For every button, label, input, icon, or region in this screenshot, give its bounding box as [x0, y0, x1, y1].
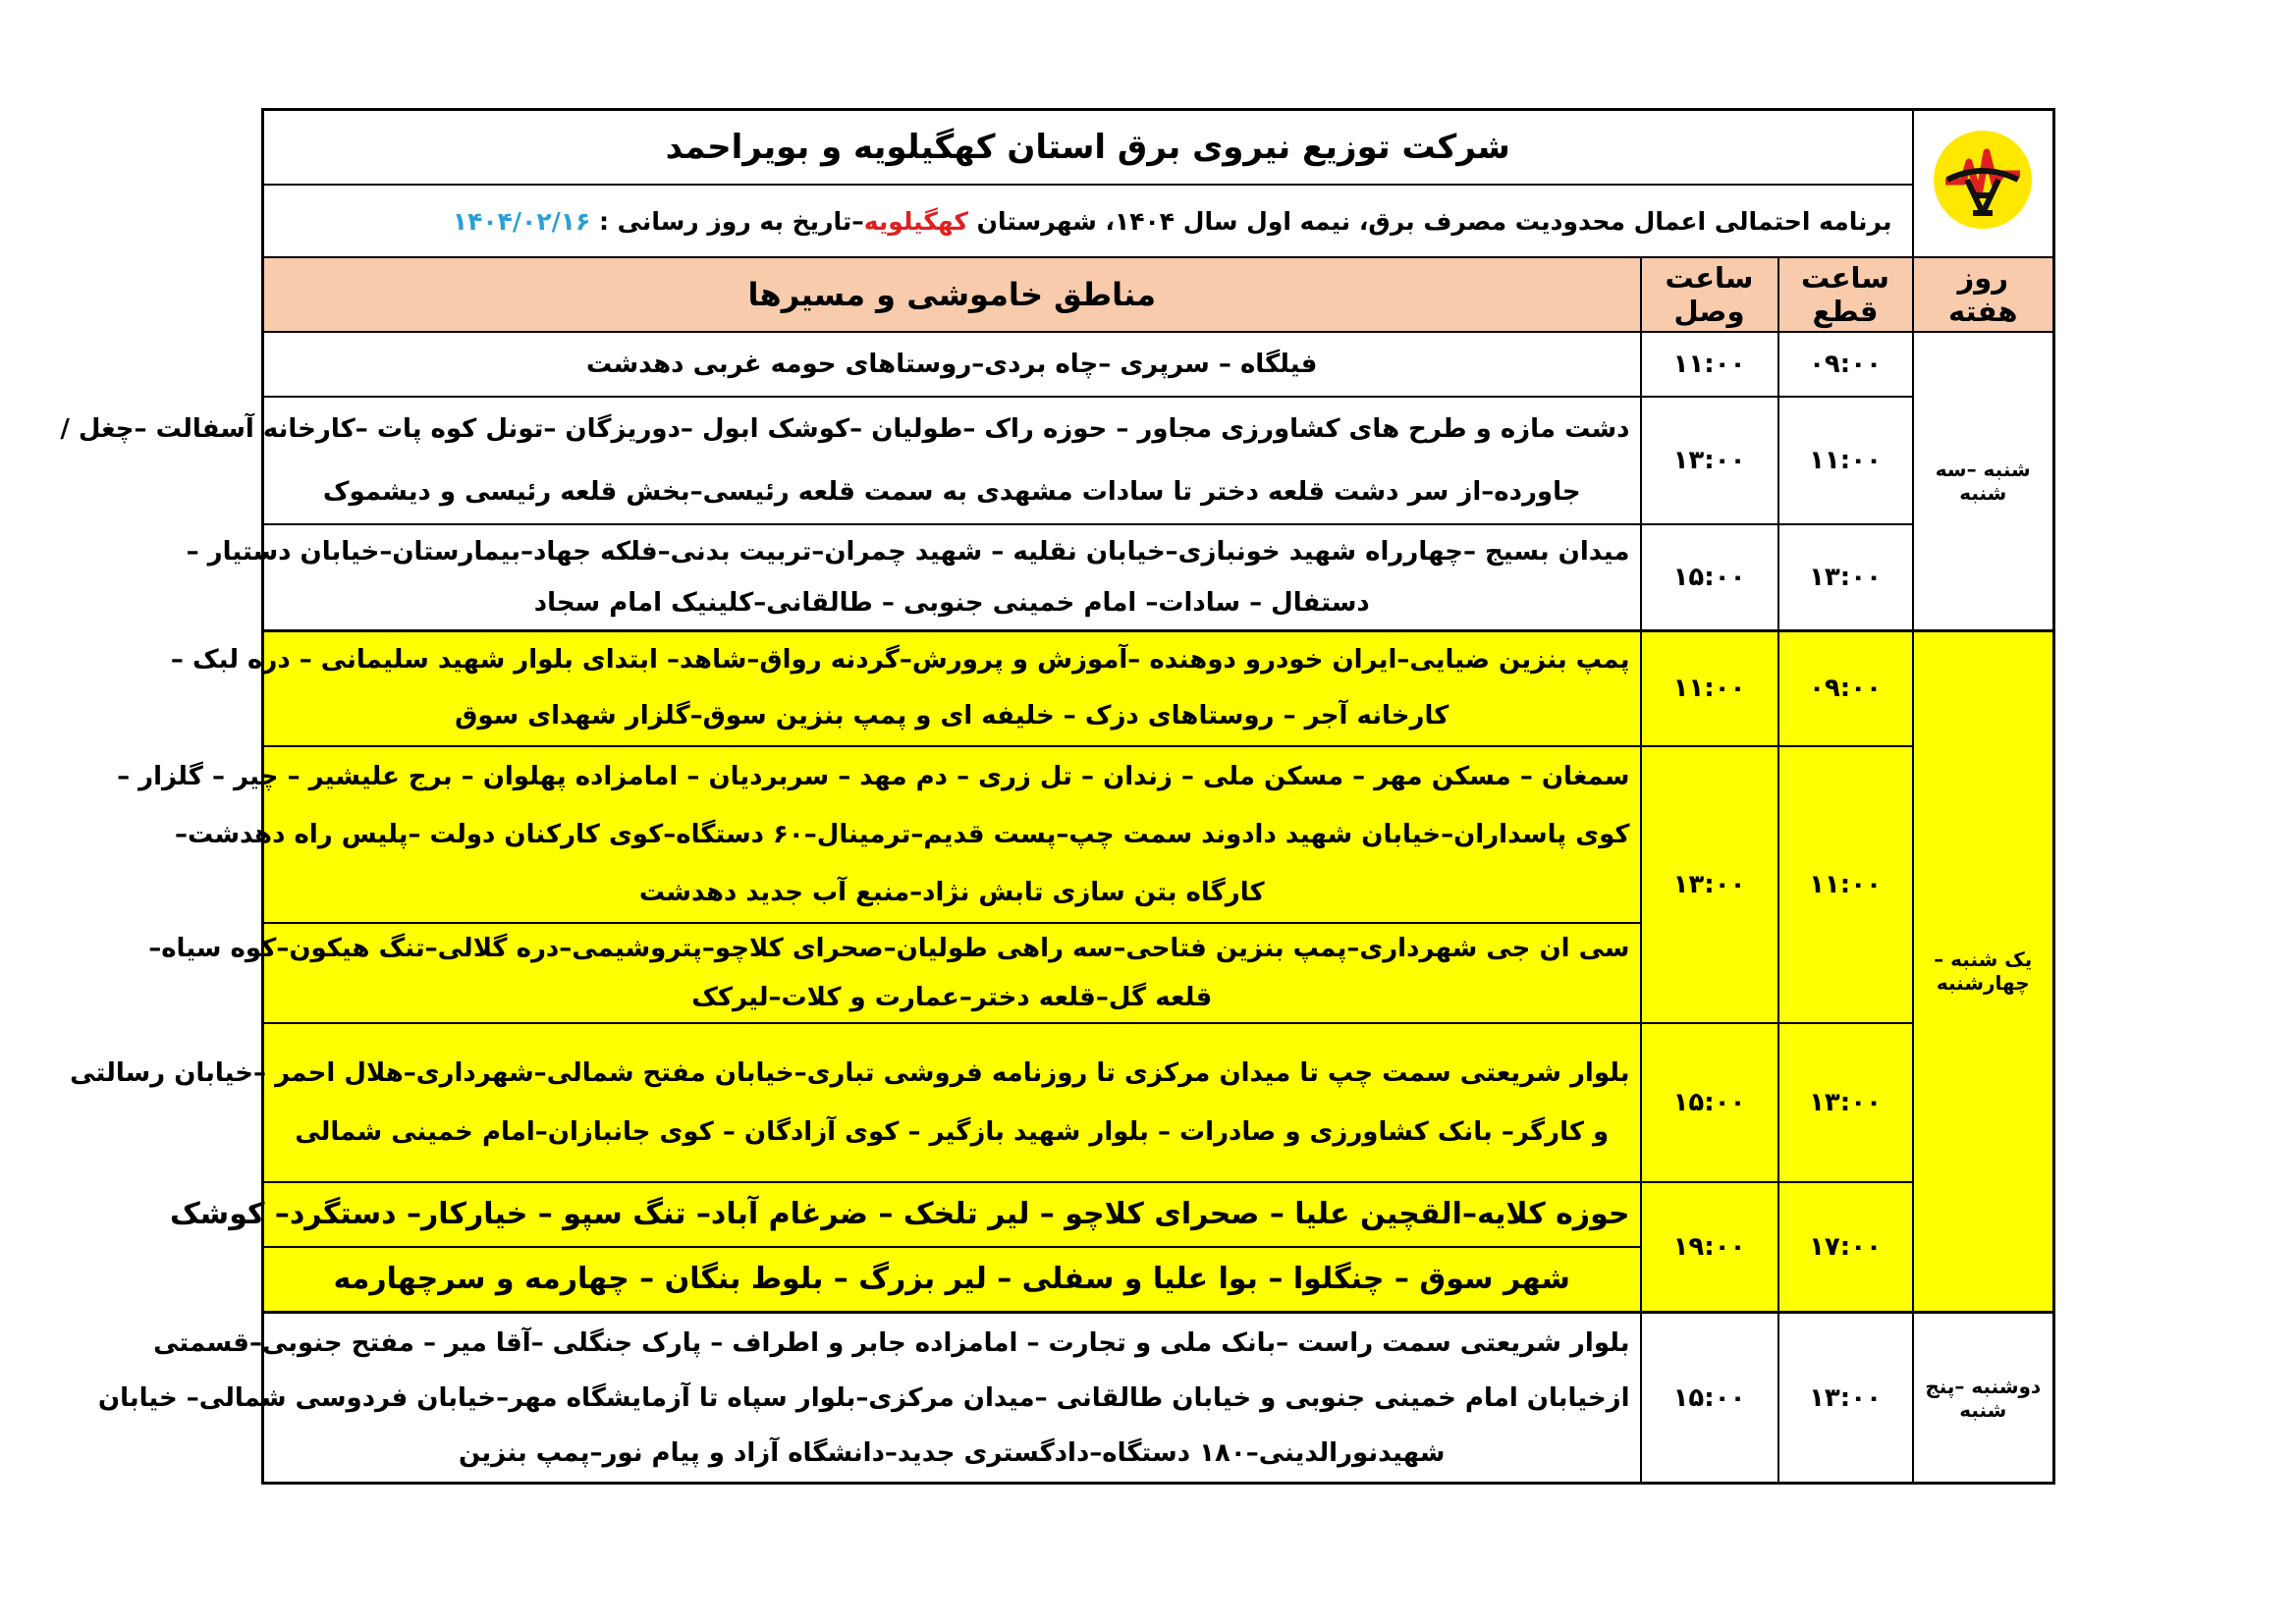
connect-time: ۱۵:۰۰: [1641, 1023, 1778, 1182]
table-row: [263, 630, 2054, 746]
schedule-subtitle: [263, 185, 1913, 257]
cut-time: ۱۳:۰۰: [1778, 1313, 1913, 1484]
outage-schedule-table: [60, 108, 2055, 1485]
connect-time: ۱۵:۰۰: [1641, 1313, 1778, 1484]
table-row: [263, 1313, 2054, 1484]
update-date: ۱۴۰۴/۰۲/۱۶: [452, 206, 591, 236]
subtitle-text: برنامه احتمالی اعمال محدودیت مصرف برق، نیمه اول سال ۱۴۰۴، شهرستان: [967, 206, 1892, 236]
cut-time: ۰۹:۰۰: [1778, 630, 1913, 746]
table-row: [263, 1182, 2054, 1247]
area-list: [263, 332, 1641, 397]
area-line: سمغان – مسکن مهر – مسکن ملی – زندان – تل زری – دم مهد – سربردیان – امامزاده پهلوان – برج علیشیر – چیر – گلزار –: [117, 761, 1630, 791]
area-line: دشت مازه و طرح های کشاورزی مجاور – حوزه راک –طولیان –کوشک ابول –دوریزگان –تونل کوه پات –کارخانه آسفالت –چغل /: [60, 414, 1630, 444]
cut-time: ۰۹:۰۰: [1778, 332, 1913, 397]
table-row: [263, 397, 2054, 524]
area-line: دستفال – سادات– امام خمینی جنوبی – طالقانی–کلینیک امام سجاد: [533, 587, 1370, 618]
area-line: میدان بسیج –چهارراه شهید خونبازی–خیابان نقلیه – شهید چمران–تربیت بدنی–فلکه جهاد–بیمارستان–خیابان دستیار –: [186, 536, 1630, 567]
day-cell: دوشنبه –پنج شنبه: [1913, 1313, 2054, 1484]
area-list: [263, 1247, 1641, 1313]
day-cell: یک شنبه –چهارشنبه: [1913, 630, 2054, 1313]
area-line: کارگاه بتن سازی تابش نژاد–منبع آب جدید دهدشت: [638, 877, 1265, 907]
area-list: [97, 1313, 1641, 1484]
col-header-areas: مناطق خاموشی و مسیرها: [263, 257, 1641, 332]
area-line: فیلگاه – سرپری –چاه بردی–روستاهای حومه غربی دهدشت: [586, 350, 1318, 379]
connect-time: ۱۳:۰۰: [1641, 746, 1778, 1023]
subtitle-update-label: –تاریخ به روز رسانی :: [590, 206, 864, 236]
company-title: شرکت توزیع نیروی برق استان کهگیلویه و بویراحمد: [263, 110, 1913, 186]
connect-time: ۱۹:۰۰: [1641, 1182, 1778, 1313]
area-line: شهیدنورالدینی–۱۸۰ دستگاه–دادگستری جدید–دانشگاه آزاد و پیام نور–پمپ بنزین: [459, 1437, 1446, 1468]
cut-time: ۱۱:۰۰: [1778, 397, 1913, 524]
area-list: [117, 746, 1641, 923]
city-name: کهگیلویه: [863, 206, 968, 236]
area-line: شهر سوق – چنگلوا – بوا علیا و سفلی – لیر بزرگ – بلوط بنگان – چهارمه و سرچهارمه: [333, 1262, 1570, 1296]
area-line: قلعه گل–قلعه دختر–عمارت و کلات–لیرکک: [691, 983, 1213, 1012]
connect-time: ۱۳:۰۰: [1641, 397, 1778, 524]
logo-cell: [1913, 110, 2054, 258]
cut-time: ۱۷:۰۰: [1778, 1182, 1913, 1313]
area-line: کوی پاسداران–خیابان شهید دادوند سمت چپ–پست قدیم–ترمینال–۶۰ دستگاه–کوی کارکنان دولت –پلیس راه دهدشت–: [174, 819, 1630, 849]
cut-time: ۱۱:۰۰: [1778, 746, 1913, 1023]
area-line: کارخانه آجر – روستاهای دزک – خلیفه ای و پمپ بنزین سوق–گلزار شهدای سوق: [455, 701, 1449, 731]
table-row: [263, 332, 2054, 397]
table-row: [263, 746, 2054, 923]
connect-time: ۱۱:۰۰: [1641, 332, 1778, 397]
area-list: [186, 524, 1641, 630]
area-list: [60, 397, 1641, 524]
area-line: پمپ بنزین ضیایی–ایران خودرو دوهنده –آموزش و پرورش–گردنه رواق–شاهد– ابتدای بلوار شهید سلیمانی – دره لبک –: [170, 645, 1630, 676]
area-line: حوزه کلایه–القچین علیا – صحرای کلاچو – لیر تلخک – ضرغام آباد– تنگ سپو – خیارکار– دستگرد– کوشک: [169, 1197, 1630, 1231]
table-row: [263, 524, 2054, 630]
area-list: [70, 1023, 1641, 1182]
col-header-connect: ساعت وصل: [1641, 257, 1778, 332]
area-line: ازخیابان امام خمینی جنوبی و خیابان طالقانی –میدان مرکزی–بلوار سپاه تا آزمایشگاه مهر–خیابان فردوسی شمالی– خیابان: [97, 1382, 1630, 1413]
col-header-day: روز هفته: [1913, 257, 2054, 332]
area-line: بلوار شریعتی سمت راست –بانک ملی و تجارت – امامزاده جابر و اطراف – پارک جنگلی –آقا میر – مفتح جنوبی–قسمتی: [153, 1327, 1630, 1358]
area-list: [169, 1182, 1641, 1247]
connect-time: ۱۱:۰۰: [1641, 630, 1778, 746]
area-line: سی ان جی شهرداری–پمپ بنزین فتاحی–سه راهی طولیان–صحرای کلاچو–پتروشیمی–دره گلالی–تنگ هیکون–کوه سیاه–: [148, 934, 1630, 963]
day-cell: شنبه –سه شنبه: [1913, 332, 2054, 630]
area-list: [148, 923, 1641, 1023]
cut-time: ۱۳:۰۰: [1778, 524, 1913, 630]
table-row: [263, 1023, 2054, 1182]
col-header-cut: ساعت قطع: [1778, 257, 1913, 332]
schedule-sheet: [60, 108, 2052, 1478]
area-line: جاورده–از سر دشت قلعه دختر تا سادات مشهدی به سمت قلعه رئیسی–بخش قلعه رئیسی و دیشموک: [322, 477, 1581, 507]
area-line: و کارگر– بانک کشاورزی و صادرات – بلوار شهید بازگیر – کوی آزادگان – کوی جانبازان–امام خمینی شمالی: [295, 1117, 1610, 1147]
electricity-company-logo-icon: [1924, 123, 2042, 241]
cut-time: ۱۳:۰۰: [1778, 1023, 1913, 1182]
area-list: [170, 630, 1641, 746]
connect-time: ۱۵:۰۰: [1641, 524, 1778, 630]
area-line: بلوار شریعتی سمت چپ تا میدان مرکزی تا روزنامه فروشی تباری–خیابان مفتح شمالی–شهرداری–هلال احمر –خیابان رسالتی: [70, 1058, 1630, 1088]
column-header-row: [263, 257, 2054, 332]
